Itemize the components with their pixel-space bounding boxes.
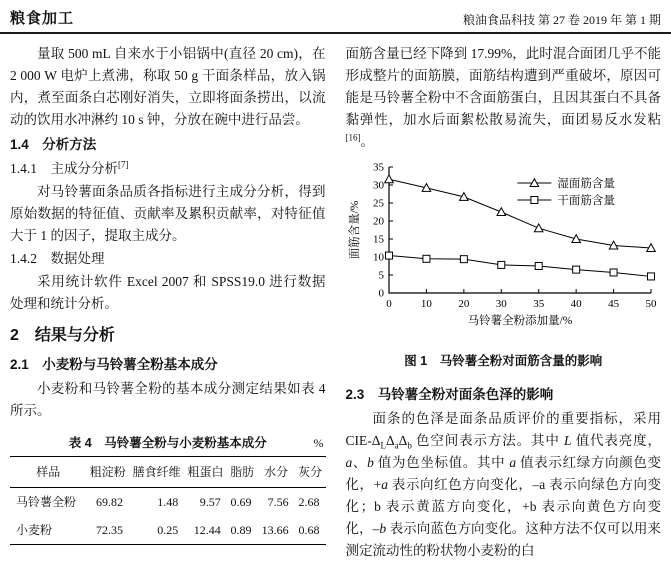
svg-text:10: 10 (373, 251, 385, 264)
svg-text:面筋含量/%: 面筋含量/% (349, 200, 362, 260)
table-row (10, 516, 326, 545)
table-cell: 72.35 (95, 523, 123, 537)
section-heading-1-4-1: 1.4.1 主成分分析[7] (10, 159, 129, 176)
table-title-text: 表 4 马铃薯全粉与小麦粉基本成分 (68, 436, 267, 450)
table-cell: 小麦粉 (16, 523, 53, 537)
svg-text:45: 45 (608, 298, 620, 310)
figure-1 (346, 157, 662, 370)
table-head (10, 457, 326, 488)
svg-text:马铃薯全粉添加量/%: 马铃薯全粉添加量/% (467, 315, 573, 327)
table-cell: 1.48 (157, 495, 179, 509)
section-heading-1-4-2: 1.4.2 数据处理 (10, 251, 105, 266)
header-journal-info: 粮油食品科技 第 27 卷 2019 年 第 1 期 (462, 13, 661, 27)
table-cell: 13.66 (261, 523, 289, 537)
figure-caption: 图 1 马铃薯全粉对面筋含量的影响 (404, 354, 603, 368)
svg-text:20: 20 (458, 298, 470, 310)
body-paragraph: 小麦粉和马铃薯全粉的基本成分测定结果如表 4 所示。 (10, 381, 326, 418)
svg-text:0: 0 (386, 298, 392, 310)
table-cell: 12.44 (193, 523, 221, 537)
table-cell: 0.68 (298, 523, 320, 537)
page-header (0, 0, 671, 34)
svg-text:30: 30 (373, 179, 385, 192)
body-paragraph: 采用统计软件 Excel 2007 和 SPSS19.0 进行数据处理和统计分析。 (10, 274, 326, 311)
svg-text:20: 20 (373, 215, 385, 228)
svg-text:湿面筋含量: 湿面筋含量 (557, 178, 616, 190)
table-cell: 0.69 (230, 495, 252, 509)
table-body (10, 488, 326, 545)
right-column (346, 43, 662, 562)
body-paragraph: 面条的色泽是面条品质评价的重要指标，采用 CIE-$\Delta_L\Delta_a\Delta_b$ 色空间表示方法。其中 L 值代表亮度，a、b 值为色坐标值。其中 a 值表示红绿方向颜色变化，+a 表示向红色方向变化，–a 表示向绿色方向变化；b 表示黄蓝方向变化，+b 表示向黄色方向变化，–b 表示向蓝色方向变化。这种方法不仅可以用来测定流动性的粉状物小麦粉的白 (345, 411, 662, 558)
composition-table (10, 456, 326, 545)
table-title (10, 434, 326, 452)
left-column (10, 43, 326, 562)
table-header-cell: 灰分 (295, 457, 326, 488)
section-heading-1-4: 1.4 分析方法 (10, 137, 97, 152)
svg-text:5: 5 (378, 269, 385, 282)
body-paragraph: 面筋含量已经下降到 17.99%，此时混合面团几乎不能形成整片的面筋膜，面筋结构遭到严重破坏，原因可能是马铃薯全粉中不含面筋蛋白，且因其蛋白不具备黏弹性，加水后面絮松散易流失，面团易反水发粘[16]。 (345, 46, 661, 149)
table-header-cell: 水分 (257, 457, 294, 488)
gluten-chart (346, 157, 662, 348)
svg-text:10: 10 (421, 298, 433, 310)
section-heading-2: 2 结果与分析 (10, 327, 115, 344)
table-cell: 9.57 (199, 495, 221, 509)
svg-text:30: 30 (496, 298, 508, 310)
table-header-row (10, 457, 326, 488)
section-heading-2-3: 2.3 马铃薯全粉对面条色泽的影响 (345, 387, 554, 402)
table-unit-label: % (313, 436, 324, 450)
table-cell: 2.68 (298, 495, 320, 509)
svg-text:干面筋含量: 干面筋含量 (557, 195, 616, 207)
svg-text:15: 15 (373, 233, 385, 246)
line-chart-svg (347, 157, 659, 341)
table-cell: 69.82 (95, 495, 123, 509)
body-paragraph: 量取 500 mL 自来水于小铝锅中(直径 20 cm)，在 2 000 W 电炉上煮沸，称取 50 g 干面条样品，放入锅内，煮至面条白芯刚好消失，立即将面条捞出，以流动的饮用水冲淋约 10 s 钟，分放在碗中进行品尝。 (10, 46, 326, 127)
table-header-cell: 脂肪 (227, 457, 258, 488)
svg-text:35: 35 (533, 298, 545, 310)
svg-text:35: 35 (373, 161, 385, 174)
header-section-label: 粮食加工 (10, 10, 75, 27)
table-4-block (10, 434, 326, 545)
table-cell: 7.56 (267, 495, 289, 509)
table-cell: 马铃薯全粉 (16, 495, 77, 509)
table-cell: 0.25 (157, 523, 179, 537)
table-header-cell: 粗蛋白 (184, 457, 226, 488)
svg-text:0: 0 (378, 287, 385, 300)
table-row (10, 488, 326, 517)
body-paragraph: 对马铃薯面条品质各指标进行主成分分析，得到原始数据的特征值、贡献率及累积贡献率，对特征值大于 1 的因子，提取主成分。 (10, 184, 326, 243)
table-header-cell: 膳食纤维 (129, 457, 184, 488)
section-heading-2-1: 2.1 小麦粉与马铃薯全粉基本成分 (10, 357, 218, 372)
svg-text:25: 25 (373, 197, 385, 210)
table-cell: 0.89 (230, 523, 252, 537)
svg-text:40: 40 (570, 298, 582, 310)
table-header-cell: 粗淀粉 (86, 457, 128, 488)
svg-text:50: 50 (645, 298, 657, 310)
table-header-cell: 样品 (10, 457, 86, 488)
two-column-body (0, 34, 671, 562)
